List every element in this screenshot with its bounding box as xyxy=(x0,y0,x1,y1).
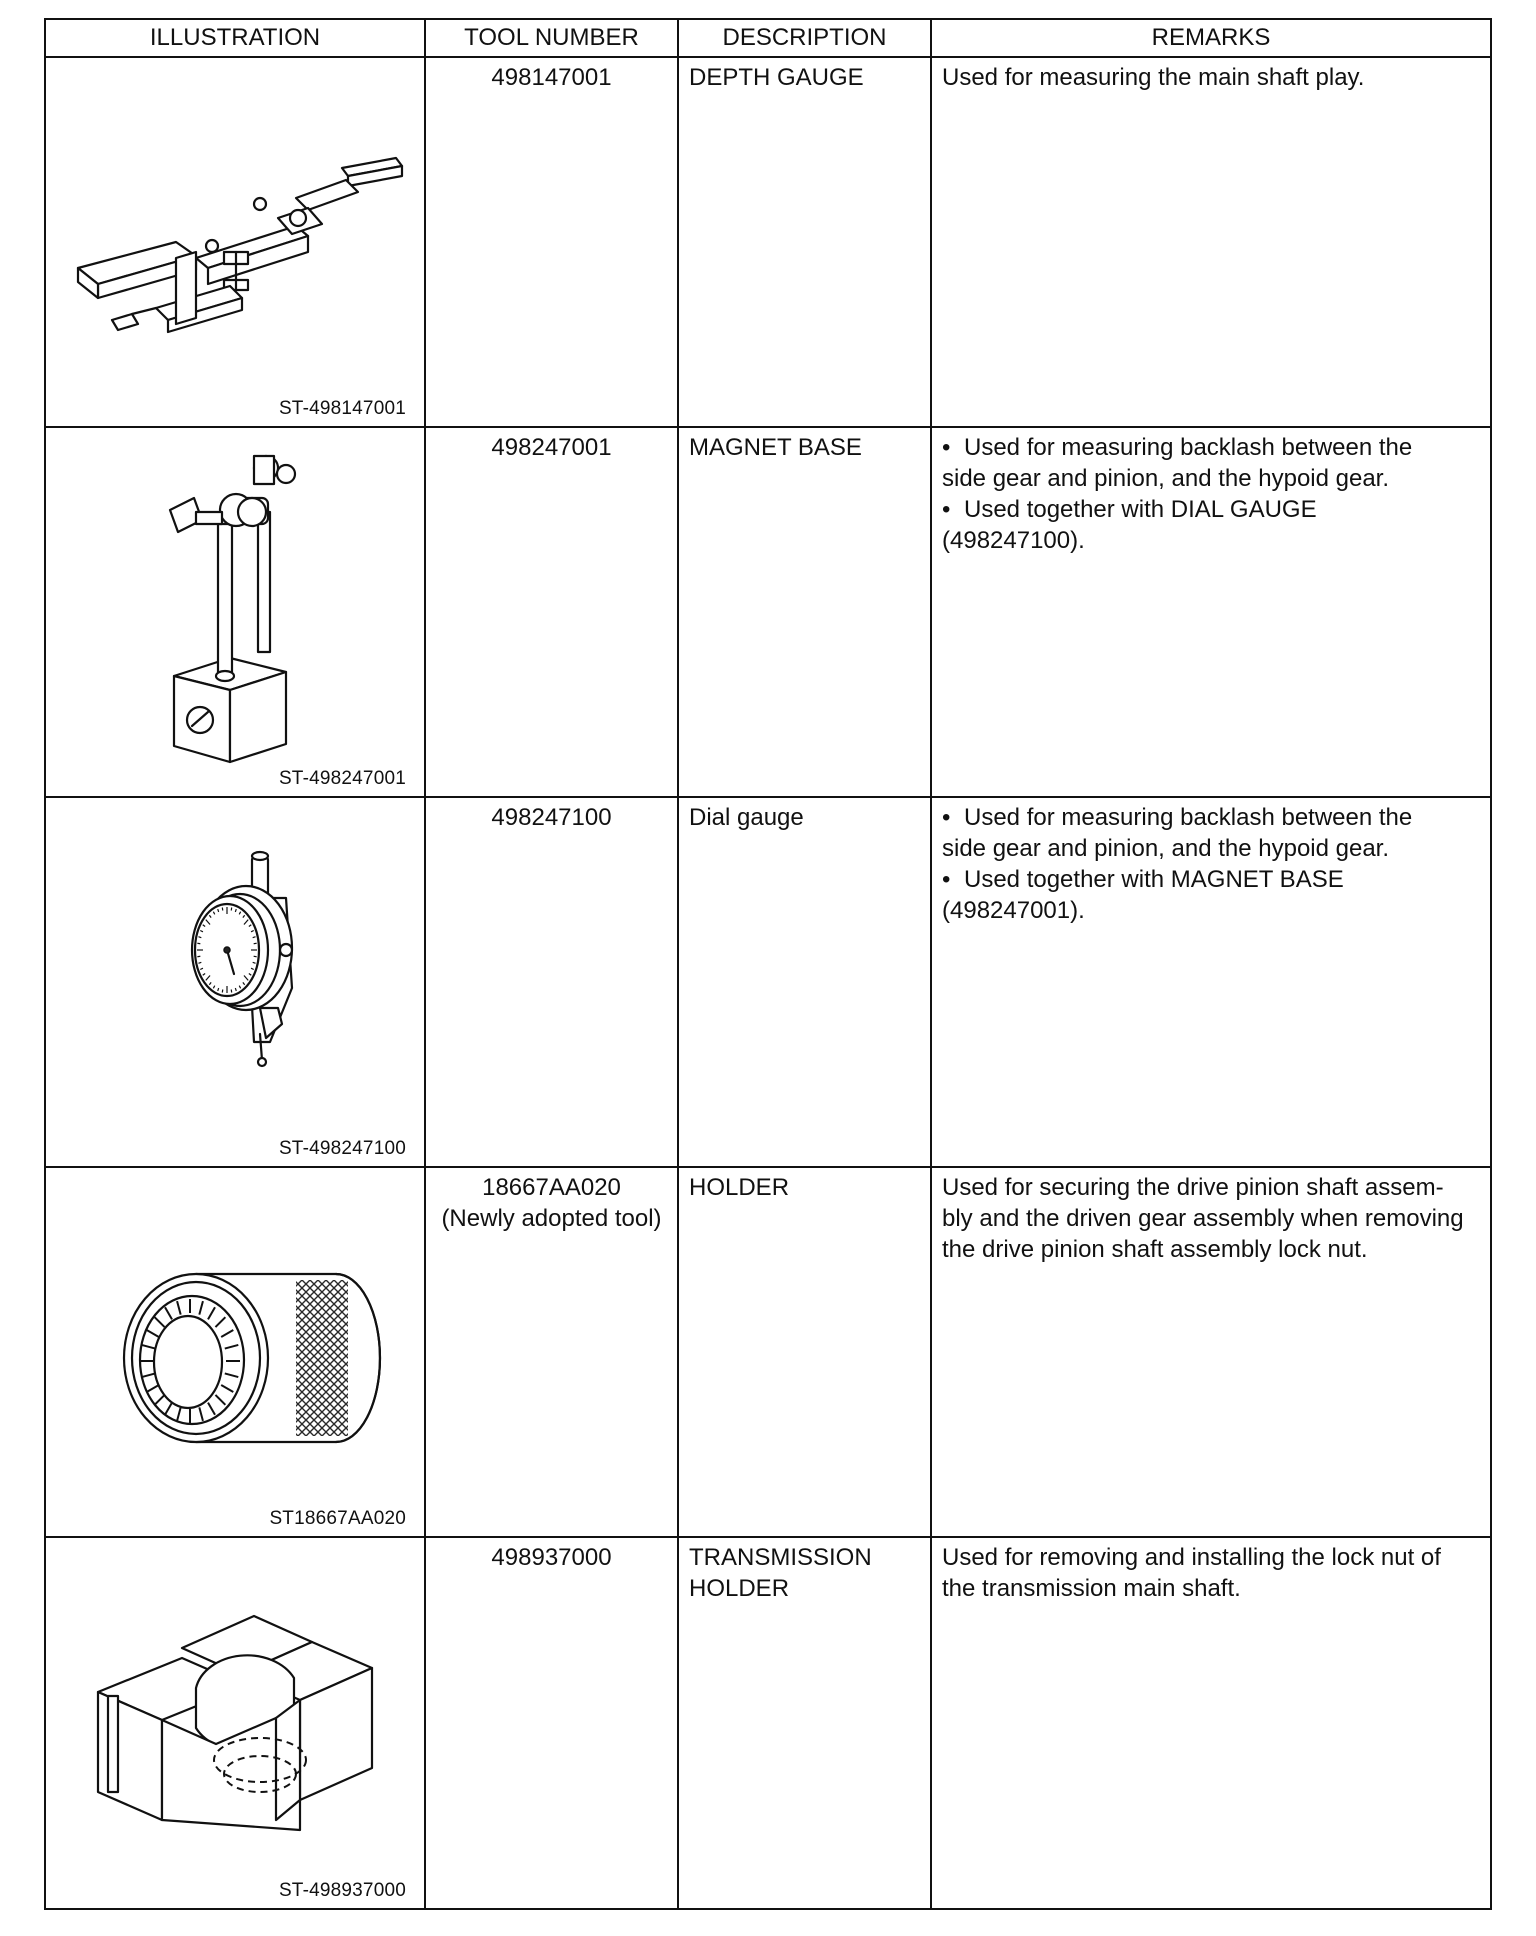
remarks-text: Used for measuring backlash between the xyxy=(964,434,1413,461)
remarks-line: Used for measuring the main shaft play. xyxy=(942,64,1365,91)
remarks-line xyxy=(942,802,1480,833)
header-illustration: ILLUSTRATION xyxy=(45,19,425,57)
tool-number: 498937000 xyxy=(491,1544,612,1571)
description-cell xyxy=(678,797,931,1167)
illustration-cell xyxy=(45,797,425,1167)
remarks-line: the transmission main shaft. xyxy=(942,1575,1241,1602)
description-text: Dial gauge xyxy=(689,804,804,831)
header-row xyxy=(45,19,1491,57)
tool-number: 498247001 xyxy=(491,434,612,461)
holder-socket-icon xyxy=(46,1168,426,1538)
tool-number-cell xyxy=(425,427,678,797)
description-cell xyxy=(678,427,931,797)
remarks-text: Used together with MAGNET BASE xyxy=(964,866,1344,893)
remarks-line xyxy=(942,432,1480,463)
description-text: HOLDER xyxy=(689,1174,790,1201)
remarks-line xyxy=(942,864,1480,895)
description-text: TRANSMISSION xyxy=(689,1544,872,1571)
magnet-base-icon xyxy=(46,428,426,798)
remarks-line xyxy=(942,494,1480,525)
header-remarks: REMARKS xyxy=(931,19,1491,57)
dial-gauge-icon xyxy=(46,798,426,1168)
illustration-cell xyxy=(45,57,425,427)
bullet-icon: • xyxy=(942,866,951,893)
description-text: DEPTH GAUGE xyxy=(689,64,864,91)
description-cell xyxy=(678,1167,931,1537)
remarks-cell xyxy=(931,1167,1491,1537)
tool-number: 18667AA020 xyxy=(482,1174,621,1201)
header-description: DESCRIPTION xyxy=(678,19,931,57)
bullet-icon: • xyxy=(942,434,951,461)
transmission-holder-icon xyxy=(46,1538,426,1910)
remarks-line: Used for securing the drive pinion shaft assem- xyxy=(942,1174,1444,1201)
remarks-cell xyxy=(931,797,1491,1167)
illustration-label: ST-498147001 xyxy=(278,398,406,419)
tool-number-cell xyxy=(425,797,678,1167)
tool-number-cell xyxy=(425,1537,678,1909)
illustration-label: ST-498937000 xyxy=(278,1880,406,1901)
illustration-label: ST18667AA020 xyxy=(269,1508,406,1529)
tool-number-note: (Newly adopted tool) xyxy=(441,1205,662,1232)
description-text: HOLDER xyxy=(689,1575,790,1602)
remarks-line: side gear and pinion, and the hypoid gear. xyxy=(942,465,1390,492)
illustration-label: ST-498247100 xyxy=(278,1138,406,1159)
illustration-cell xyxy=(45,1167,425,1537)
table-row xyxy=(45,57,1491,427)
illustration-cell xyxy=(45,1537,425,1909)
tool-number: 498147001 xyxy=(491,64,612,91)
table-row xyxy=(45,427,1491,797)
illustration-label: ST-498247001 xyxy=(278,768,406,789)
remarks-cell xyxy=(931,1537,1491,1909)
description-cell xyxy=(678,57,931,427)
remarks-line: bly and the driven gear assembly when removing xyxy=(942,1205,1464,1232)
remarks-cell xyxy=(931,57,1491,427)
header-tool-number: TOOL NUMBER xyxy=(425,19,678,57)
remarks-text: Used for measuring backlash between the xyxy=(964,804,1413,831)
remarks-cell xyxy=(931,427,1491,797)
remarks-line: (498247100). xyxy=(942,527,1085,554)
tool-number-cell xyxy=(425,1167,678,1537)
depth-gauge-icon xyxy=(46,58,426,428)
remarks-line: side gear and pinion, and the hypoid gear. xyxy=(942,835,1390,862)
description-cell xyxy=(678,1537,931,1909)
description-text: MAGNET BASE xyxy=(689,434,862,461)
illustration-cell xyxy=(45,427,425,797)
table-row xyxy=(45,1537,1491,1909)
bullet-icon: • xyxy=(942,804,951,831)
remarks-line: the drive pinion shaft assembly lock nut. xyxy=(942,1236,1368,1263)
table-row xyxy=(45,1167,1491,1537)
remarks-line: (498247001). xyxy=(942,897,1085,924)
remarks-line: Used for removing and installing the lock nut of xyxy=(942,1544,1441,1571)
special-tools-table xyxy=(44,18,1492,1910)
table-row xyxy=(45,797,1491,1167)
tool-number-cell xyxy=(425,57,678,427)
tool-number: 498247100 xyxy=(491,804,612,831)
remarks-text: Used together with DIAL GAUGE xyxy=(964,496,1317,523)
bullet-icon: • xyxy=(942,496,951,523)
